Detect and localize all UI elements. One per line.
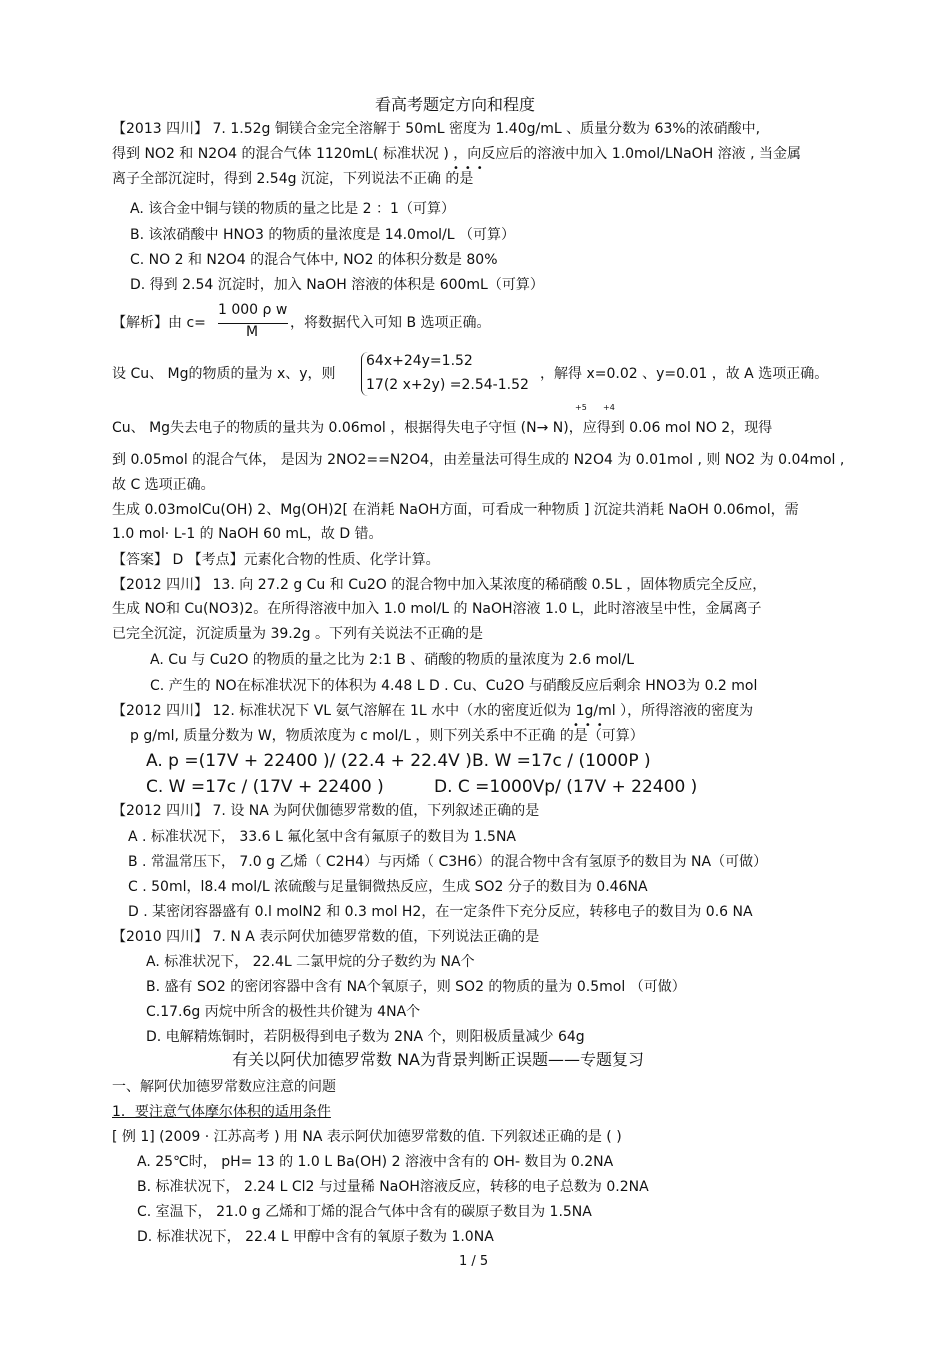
example-1-option-c: C. 室温下， 21.0 g 乙烯和丁烯的混合气体中含有的碳原子数目为 1.5NA [137, 1204, 592, 1220]
q2012-12-option-c: C. W =17c / (17V + 22400 ) [146, 777, 384, 797]
analysis-5: 故 C 选项正确。 [112, 477, 215, 493]
q2012-12-option-d: D. C =1000Vp/ (17V + 22400 ) [434, 777, 698, 797]
q2012-7-line-1: 【2012 四川】 7. 设 NA 为阿伏伽德罗常数的值，下列叙述正确的是 [112, 803, 540, 819]
q2013-option-b: B. 该浓硝酸中 HNO3 的物质的量浓度是 14.0mol/L （可算） [130, 227, 516, 243]
analysis-1-prefix: 【解析】由 c= [112, 315, 206, 331]
equation-1: 64x+24y=1.52 [366, 353, 473, 369]
q2013-line-3: 离子全部沉淀时，得到 2.54g 沉淀，下列说法不正确 的是 [112, 171, 474, 187]
fraction-numerator: 1 000 ρ w [218, 302, 288, 318]
q2012-7-option-d: D . 某密闭容器盛有 0.l molN2 和 0.3 mol H2，在一定条件下充分反应，转移电子的数目为 0.6 NA [128, 904, 753, 920]
emphasis-dots: ••• [453, 163, 489, 174]
example-1-option-b: B. 标准状况下， 2.24 L Cl2 与过量稀 NaOH溶液反应，转移的电子总数为 0.2NA [137, 1179, 649, 1195]
analysis-2-prefix: 设 Cu、 Mg的物质的量为 x、y，则 [112, 366, 336, 382]
section-title: 有关以阿伏加德罗常数 NA为背景判断正误题——专题复习 [232, 1050, 645, 1069]
analysis-3: Cu、 Mg失去电子的物质的量共为 0.06mol ，根据得失电子守恒 (N→ N)，应得到 0.06 mol NO 2，现得 [112, 420, 773, 436]
q2010-option-d: D. 电解精炼铜时，若阴极得到电子数为 2NA 个，则阳极质量减少 64g [146, 1029, 585, 1045]
q2012-12-line-1: 【2012 四川】 12. 标准状况下 VL 氨气溶解在 1L 水中（水的密度近似为 1g/ml ），所得溶液的密度为 [112, 703, 754, 719]
q2013-option-c: C. NO 2 和 N2O4 的混合气体中, NO2 的体积分数是 80% [130, 252, 498, 268]
q2012-12-line-2: p g/ml, 质量分数为 W，物质浓度为 c mol/L ，则下列关系中不正确 的是（可算） [130, 728, 644, 744]
oxidation-state-plus5: +5 [575, 403, 587, 412]
q2012-12-option-b: B. W =17c / (1000P ) [472, 751, 651, 771]
q2013-line-1: 【2013 四川】 7. 1.52g 铜镁合金完全溶解于 50mL 密度为 1.40g/mL 、质量分数为 63%的浓硝酸中, [112, 121, 761, 137]
q2010-option-a: A. 标准状况下， 22.4L 二氯甲烷的分子数约为 NA个 [146, 954, 475, 970]
q2012-13-line-1: 【2012 四川】 13. 向 27.2 g Cu 和 Cu2O 的混合物中加入某浓度的稀硝酸 0.5L ，固体物质完全反应， [112, 577, 767, 593]
q2013-option-d: D. 得到 2.54 沉淀时，加入 NaOH 溶液的体积是 600mL（可算） [130, 277, 544, 293]
analysis-4: 到 0.05mol 的混合气体， 是因为 2NO2==N2O4，由差量法可得生成的 N2O4 为 0.01mol , 则 NO2 为 0.04mol , [112, 452, 845, 468]
answer-line: 【答案】 D 【考点】元素化合物的性质、化学计算。 [112, 552, 440, 568]
analysis-1-suffix: ，将数据代入可知 B 选项正确。 [290, 315, 491, 331]
q2010-option-c: C.17.6g 丙烷中所含的极性共价键为 4NA个 [146, 1004, 421, 1020]
fraction-denominator: M [246, 324, 259, 340]
q2012-13-options-cd: C. 产生的 NO在标准状况下的体积为 4.48 L D . Cu、Cu2O 与硝酸反应后剩余 HNO3为 0.2 mol [150, 678, 758, 694]
analysis-6: 生成 0.03molCu(OH) 2、Mg(OH)2[ 在消耗 NaOH方面，可看成一种物质 ] 沉淀共消耗 NaOH 0.06mol，需 [112, 502, 799, 518]
q2012-13-line-2: 生成 NO和 Cu(NO3)2。在所得溶液中加入 1.0 mol/L 的 NaOH溶液 1.0 L，此时溶液呈中性，金属离子 [112, 601, 762, 617]
example-1-option-d: D. 标准状况下， 22.4 L 甲醇中含有的氧原子数为 1.0NA [137, 1229, 494, 1245]
oxidation-state-plus4: +4 [603, 403, 615, 412]
q2013-option-a: A. 该合金中铜与镁的物质的量之比是 2 ：1（可算） [130, 201, 455, 217]
q2012-13-options-ab: A. Cu 与 Cu2O 的物质的量之比为 2:1 B 、硝酸的物质的量浓度为 2.6 mol/L [150, 652, 635, 668]
analysis-2-suffix: ，解得 x=0.02 、y=0.01 ，故 A 选项正确。 [540, 366, 829, 382]
equation-2: 17(2 x+2y) =2.54-1.52 [366, 377, 529, 393]
q2012-7-option-c: C . 50ml，l8.4 mol/L 浓硫酸与足量铜微热反应，生成 SO2 分子的数目为 0.46NA [128, 879, 648, 895]
q2012-7-option-b: B . 常温常压下， 7.0 g 乙烯（ C2H4）与丙烯（ C3H6）的混合物中含有氢原予的数目为 NA（可做） [128, 854, 768, 870]
heading-2: 1．要注意气体摩尔体积的适用条件 [112, 1104, 331, 1120]
q2013-line-2: 得到 NO2 和 N2O4 的混合气体 1120mL( 标准状况 ) ，向反应后的溶液中加入 1.0mol/LNaOH 溶液 , 当金属 [112, 146, 802, 162]
example-1-option-a: A. 25℃时， pH= 13 的 1.0 L Ba(OH) 2 溶液中含有的 OH- 数目为 0.2NA [137, 1154, 614, 1170]
q2012-13-line-3: 已完全沉淀，沉淀质量为 39.2g 。下列有关说法不正确的是 [112, 626, 483, 642]
analysis-7: 1.0 mol· L-1 的 NaOH 60 mL，故 D 错。 [112, 526, 383, 542]
page-number: 1 / 5 [459, 1254, 489, 1269]
q2012-7-option-a: A . 标准状况下， 33.6 L 氟化氢中含有氟原子的数目为 1.5NA [128, 829, 517, 845]
page-title: 看高考题定方向和程度 [375, 95, 536, 114]
q2010-line-1: 【2010 四川】 7. N A 表示阿伏加德罗常数的值，下列说法正确的是 [112, 929, 540, 945]
q2010-option-b: B. 盛有 SO2 的密闭容器中含有 NA个氧原子，则 SO2 的物质的量为 0.5mol （可做） [146, 979, 686, 995]
emphasis-dots-2: ••• [573, 720, 609, 731]
example-1-line: [ 例 1] (2009 · 江苏高考 ) 用 NA 表示阿伏加德罗常数的值. 下列叙述正确的是 ( ) [112, 1129, 622, 1145]
heading-1: 一、解阿伏加德罗常数应注意的问题 [112, 1079, 336, 1095]
q2012-12-option-a: A. p =(17V + 22400 )/ (22.4 + 22.4V ) [146, 751, 472, 771]
